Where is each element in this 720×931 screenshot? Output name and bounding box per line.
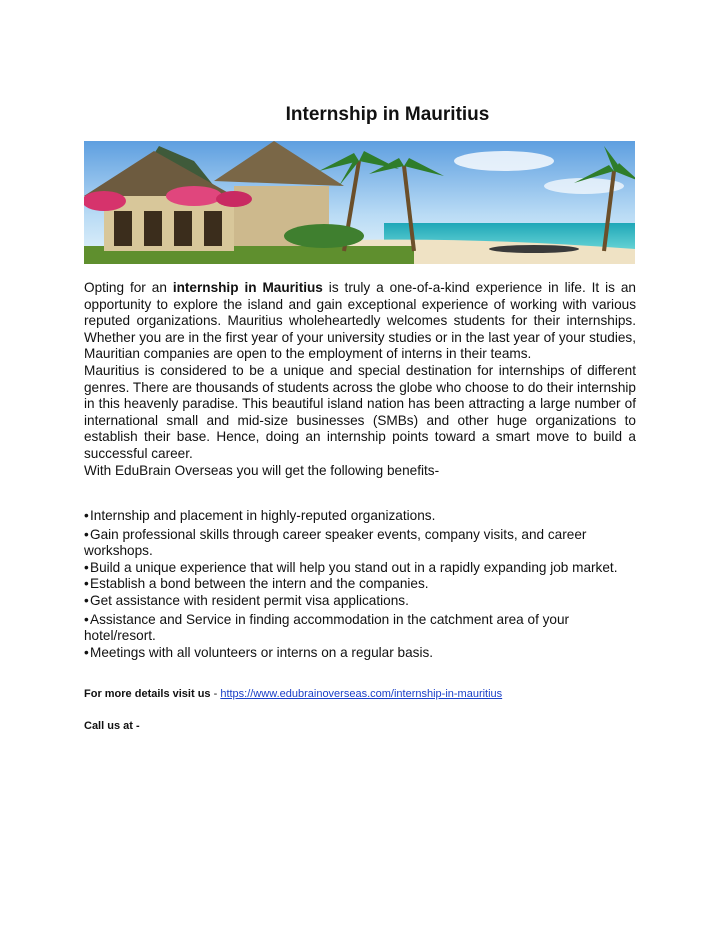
article-body	[84, 280, 636, 479]
intro-suffix: is truly a one-of-a-kind experience in life. It is an opportunity to explore the island and gain exceptional experience of working with various reputed organizations. Mauritius wholeheartedly welcomes students for their internships. Whether you are in the first year of your university studies or in the last year of your studies, Mauritian companies are open to the employment of interns in their teams.	[84, 280, 636, 362]
bullet-icon: •	[84, 508, 89, 523]
bullet-icon: •	[84, 576, 89, 592]
bullet-icon: •	[84, 526, 89, 542]
benefit-text: Get assistance with resident permit visa applications.	[90, 592, 409, 608]
details-line	[84, 688, 502, 700]
page-title: Internship in Mauritius	[285, 104, 490, 125]
benefits-intro: With EduBrain Overseas you will get the following benefits-	[84, 462, 440, 478]
benefit-item	[84, 560, 644, 577]
bullet-icon: •	[84, 592, 89, 608]
details-label: For more details visit us	[84, 688, 211, 700]
benefit-text: Meetings with all volunteers or interns on a regular basis.	[90, 644, 434, 660]
benefit-item	[84, 645, 644, 662]
destination-paragraph: Mauritius is considered to be a unique and special destination for internships of different genres. There are thousands of students across the globe who choose to do their internship in this heavenly paradise. This beautiful island nation has been attracting a large number of international small and mid-size businesses (SMBs) and other huge organizations to establish their base. Hence, doing an internship points toward a smart move to build a successful career.	[84, 362, 636, 461]
details-separator: -	[210, 688, 221, 700]
benefit-text: Build a unique experience that will help you stand out in a rapidly expanding job market.	[90, 559, 618, 575]
benefits-list	[84, 508, 644, 661]
benefit-item	[84, 576, 644, 593]
benefit-text: Gain professional skills through career speaker events, company visits, and career workshops.	[84, 526, 587, 559]
bullet-icon: •	[84, 644, 89, 660]
benefit-item	[84, 527, 644, 560]
hero-image	[84, 141, 635, 264]
intro-prefix: Opting for an	[84, 280, 173, 295]
benefit-item	[84, 508, 644, 525]
bullet-icon: •	[84, 611, 89, 627]
call-us-label: Call us at -	[84, 720, 140, 732]
bullet-icon: •	[84, 559, 89, 575]
details-link[interactable]: https://www.edubrainoverseas.com/internship-in-mauritius	[220, 688, 503, 700]
benefit-text: Establish a bond between the intern and the companies.	[90, 576, 429, 592]
intro-paragraph	[84, 280, 636, 363]
intro-keyword: internship in Mauritius	[172, 280, 323, 295]
benefit-item	[84, 593, 644, 610]
benefit-item	[84, 612, 644, 645]
benefit-text: Internship and placement in highly-reputed organizations.	[90, 508, 436, 523]
benefit-text: Assistance and Service in finding accommodation in the catchment area of your hotel/resort.	[84, 611, 570, 644]
